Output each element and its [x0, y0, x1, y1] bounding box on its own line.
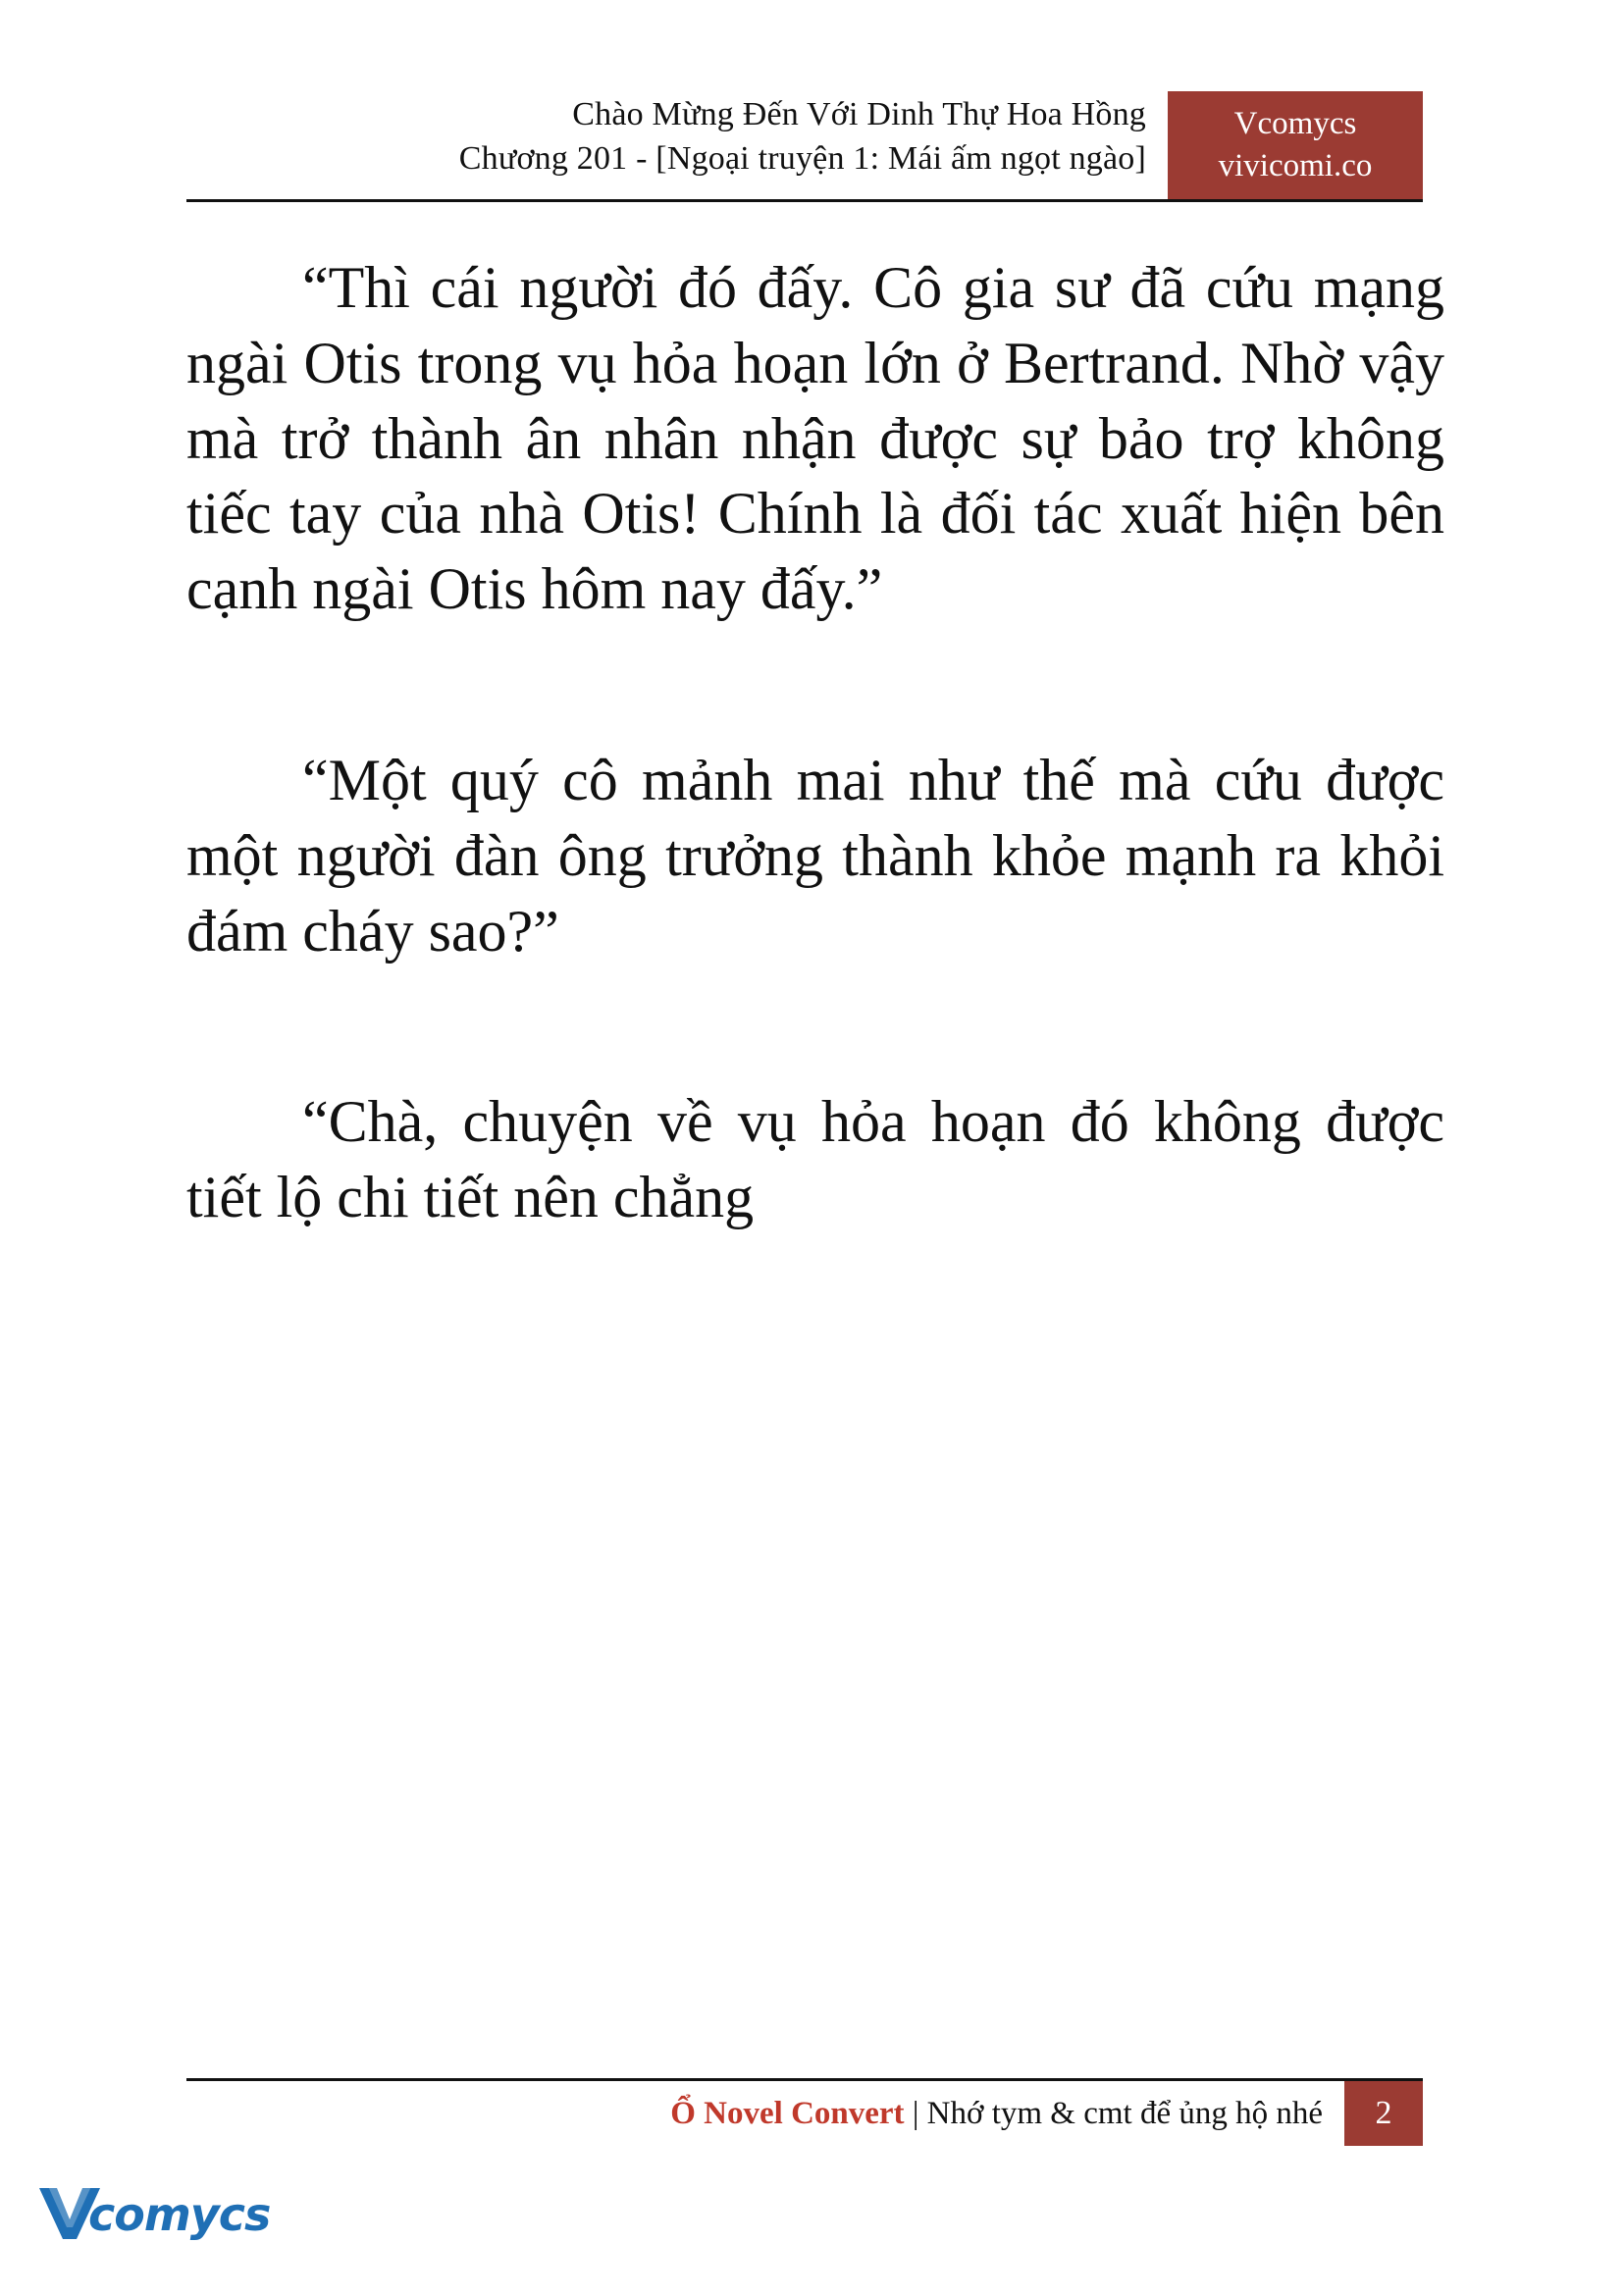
header-title-block: [186, 93, 1168, 182]
paragraph: “Thì cái người đó đấy. Cô gia sư đã cứu mạng ngài Otis trong vụ hỏa hoạn lớn ở Bertrand. Nhờ vậy mà trở thành ân nhân nhận được sự bảo trợ không tiếc tay của nhà Otis! Chính là đối tác xuất hiện bên cạnh ngài Otis hôm nay đấy.”: [186, 255, 1444, 622]
header-site-badge: [1168, 91, 1423, 201]
header-title-line-1: Chào Mừng Đến Với Dinh Thự Hoa Hồng: [572, 96, 1146, 132]
footer-inner: [186, 2081, 1423, 2146]
footer-credit: [186, 2081, 1344, 2146]
paragraph: “Chà, chuyện về vụ hỏa hoạn đó không được tiết lộ chi tiết nên chẳng: [186, 1089, 1444, 1230]
footer-separator: |: [912, 2096, 919, 2131]
page-footer: [186, 2078, 1423, 2149]
footer-brand-label: Ổ Novel Convert: [670, 2096, 905, 2131]
header-badge-line-2: vivicomi.co: [1218, 147, 1373, 183]
page-content: [186, 250, 1444, 1235]
header-title-line-2: Chương 201 - [Ngoại truyện 1: Mái ấm ngọt ngào]: [458, 139, 1146, 177]
page-header: [186, 93, 1423, 201]
paragraph: “Một quý cô mảnh mai như thế mà cứu được một người đàn ông trưởng thành khỏe mạnh ra khỏi đám cháy sao?”: [186, 747, 1444, 964]
vcomycs-watermark: [37, 2180, 271, 2259]
vcomycs-watermark-text: comycs: [88, 2188, 271, 2241]
page-number-badge: 2: [1344, 2081, 1423, 2146]
header-badge-line-1: Vcomycs: [1233, 106, 1357, 141]
footer-note-label: Nhớ tym & cmt để ủng hộ nhé: [926, 2096, 1323, 2131]
header-divider: [186, 199, 1423, 202]
